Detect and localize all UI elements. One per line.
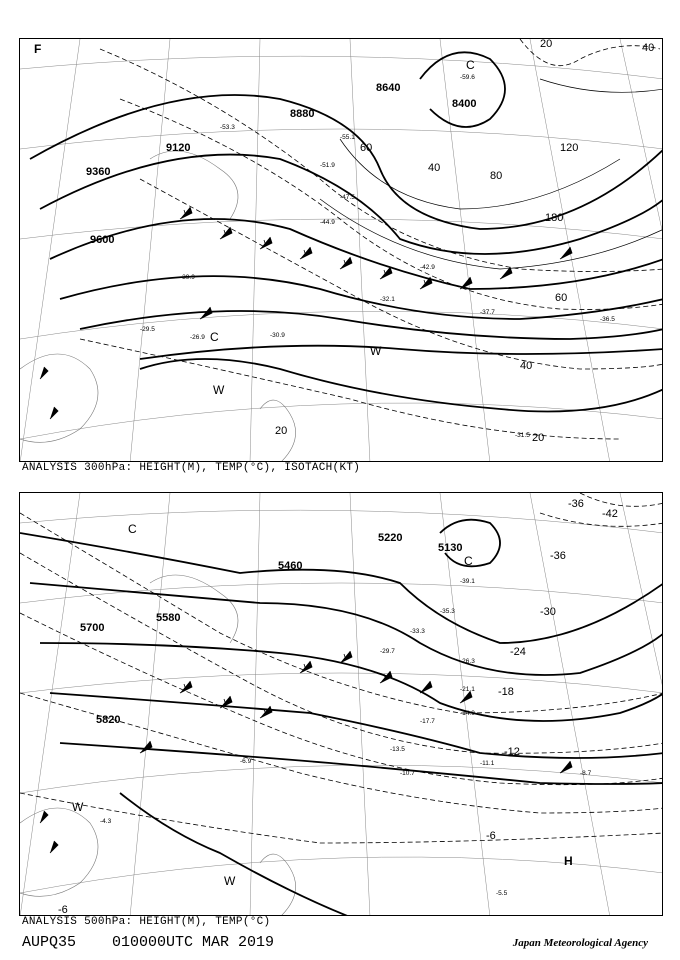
isotach-label: 40 [428, 162, 441, 174]
height-label: 8880 [290, 108, 315, 120]
isotach-label: 120 [560, 142, 579, 154]
station-value: -21.1 [460, 686, 475, 693]
temp-label: -29.5 [140, 326, 155, 333]
cold-center-label: C [128, 522, 137, 536]
station-value: -26.3 [460, 658, 475, 665]
cold-center-label: C [464, 554, 473, 568]
height-label: 5130 [438, 542, 463, 554]
isotach-label: 80 [490, 170, 503, 182]
isotherm-label: -6 [58, 904, 68, 916]
isotach-label: 180 [545, 212, 564, 224]
temp-label: -42.9 [420, 264, 435, 271]
temp-label: -44.9 [320, 219, 335, 226]
isotach-label: 40 [642, 42, 655, 54]
valid-time: 010000UTC MAR 2019 [112, 934, 275, 951]
height-contours [30, 52, 663, 411]
temp-label: -47.5 [340, 194, 355, 201]
station-value: -4.3 [100, 818, 112, 825]
station-value: -13.5 [390, 746, 405, 753]
warm-center-label: W [370, 344, 382, 358]
warm-center-label: W [224, 874, 236, 888]
center-label-group [72, 522, 573, 888]
footer-product-line [22, 934, 274, 951]
station-value: -11.1 [480, 760, 495, 767]
isotherm-label: -36 [568, 498, 584, 510]
product-id: AUPQ35 [22, 934, 77, 951]
isotherms [80, 39, 663, 439]
cold-center-label: C [210, 330, 219, 344]
high-center-label: H [564, 854, 573, 868]
isotherm-label-group [58, 498, 618, 916]
height-label: 8400 [452, 98, 477, 110]
height-label: 5700 [80, 622, 105, 634]
station-value: -10.7 [400, 770, 415, 777]
temp-label: -32.1 [380, 296, 395, 303]
station-value: -39.1 [460, 578, 475, 585]
isotach-label: 60 [360, 142, 373, 154]
temp-label-group [140, 74, 615, 439]
isotherm-label: -30 [540, 606, 556, 618]
isotach-label: 20 [540, 39, 553, 50]
station-value: -17.7 [420, 718, 435, 725]
caption-300hpa: ANALYSIS 300hPa: HEIGHT(M), TEMP(°C), ISOTACH(KT) [22, 462, 361, 474]
caption-500hpa: ANALYSIS 500hPa: HEIGHT(M), TEMP(°C) [22, 916, 271, 928]
station-value: -5.5 [496, 890, 508, 897]
isotherm-label: -24 [510, 646, 526, 658]
height-label: 8640 [376, 82, 401, 94]
isotherm-label: -12 [504, 746, 520, 758]
height-label: 5820 [96, 714, 121, 726]
height-label: 9360 [86, 166, 111, 178]
height-label-group [80, 532, 462, 726]
frame-letter: F [34, 42, 42, 56]
temp-label: -37.7 [480, 309, 495, 316]
warm-center-label: W [213, 383, 225, 397]
temp-label: -31.5 [515, 432, 530, 439]
height-label-group [86, 82, 476, 246]
temp-label: -36.5 [600, 316, 615, 323]
temp-label: -51.9 [320, 162, 335, 169]
height-label: 5220 [378, 532, 403, 544]
height-label: 9600 [90, 234, 115, 246]
wind-barbs [40, 651, 572, 853]
isotach-label: 60 [555, 292, 568, 304]
station-value-group [100, 578, 592, 897]
graticule [20, 493, 663, 916]
isotach-label: 40 [520, 360, 533, 372]
station-value: -33.3 [410, 628, 425, 635]
temp-label: -30.9 [270, 332, 285, 339]
isotherms [20, 493, 663, 843]
temp-label: -26.9 [190, 334, 205, 341]
height-label: 5580 [156, 612, 181, 624]
station-value: -29.7 [380, 648, 395, 655]
warm-center-label: W [72, 800, 84, 814]
temp-label: -39.9 [180, 274, 195, 281]
agency-credit: Japan Meteorological Agency [512, 937, 648, 949]
station-value: -8.7 [580, 770, 592, 777]
temp-label: -59.6 [460, 74, 475, 81]
map-500hpa-svg [20, 493, 663, 916]
isotherm-label: -36 [550, 550, 566, 562]
isotach-label: 20 [532, 432, 545, 444]
analysis-300hpa-map [19, 38, 663, 462]
temp-label: -55.1 [340, 134, 355, 141]
cold-center-label: C [466, 58, 475, 72]
analysis-500hpa-map [19, 492, 663, 916]
height-label: 5460 [278, 560, 303, 572]
station-value: -35.3 [440, 608, 455, 615]
temp-label: -53.3 [220, 124, 235, 131]
station-value: -14.9 [460, 710, 475, 717]
station-value: -6.9 [240, 758, 252, 765]
isotherm-label: -6 [486, 830, 496, 842]
isotherm-label: -18 [498, 686, 514, 698]
height-label: 9120 [166, 142, 191, 154]
isotach-label: 20 [275, 425, 288, 437]
map-300hpa-svg [20, 39, 663, 462]
isotherm-label: -42 [602, 508, 618, 520]
